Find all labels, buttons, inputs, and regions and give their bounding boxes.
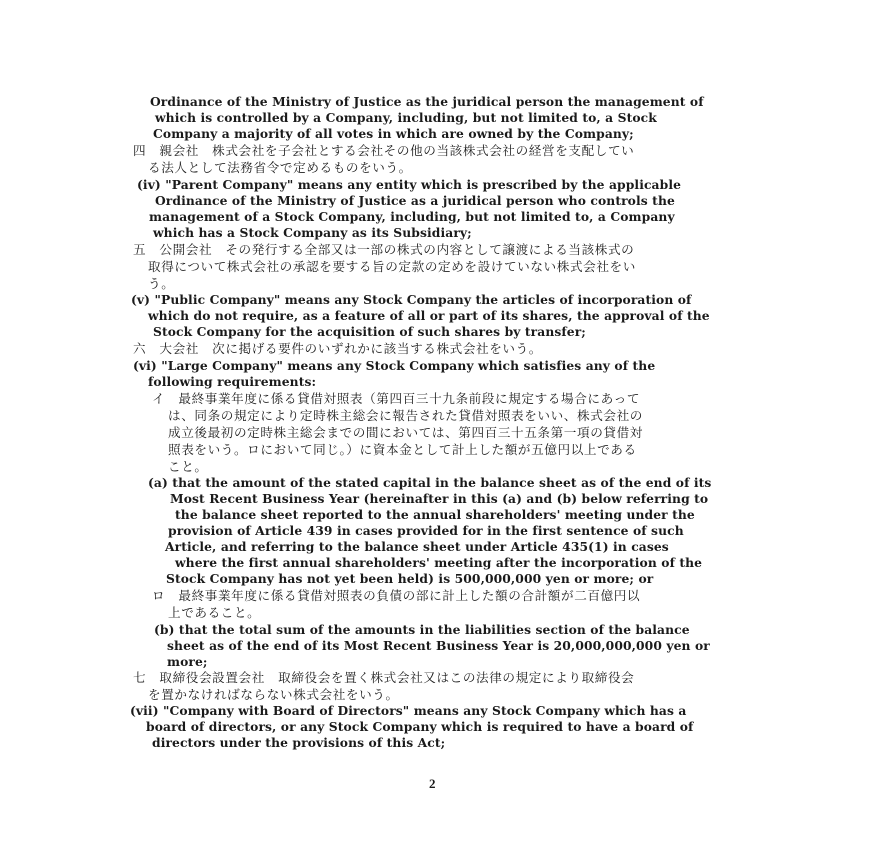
text-line: (iv) "Parent Company" means any entity which is prescribed by the applicable bbox=[137, 177, 682, 192]
text-line: を置かなければならない株式会社をいう。 bbox=[148, 687, 399, 702]
text-line: the balance sheet reported to the annual shareholders' meeting under the bbox=[175, 507, 695, 522]
page-number: 2 bbox=[429, 776, 436, 791]
text-line: provision of Article 439 in cases provided for in the first sentence of such bbox=[168, 523, 684, 538]
text-line: Ordinance of the Ministry of Justice as the juridical person the management of bbox=[150, 94, 704, 109]
text-line: Ordinance of the Ministry of Justice as a juridical person who controls the bbox=[155, 193, 675, 208]
text-line: ロ 最終事業年度に係る貸借対照表の負債の部に計上した額の合計額が二百億円以 bbox=[152, 588, 641, 603]
text-line: (a) that the amount of the stated capital in the balance sheet as of the end of its bbox=[148, 475, 712, 490]
text-line: 五 公開会社 その発行する全部又は一部の株式の内容として譲渡による当該株式の bbox=[133, 242, 635, 257]
text-line: 四 親会社 株式会社を子会社とする会社その他の当該株式会社の経営を支配してい bbox=[133, 143, 635, 158]
text-line: る法人として法務省令で定めるものをいう。 bbox=[148, 160, 412, 175]
text-line: Most Recent Business Year (hereinafter in this (a) and (b) below referring to bbox=[170, 491, 709, 506]
text-line: management of a Stock Company, including, but not limited to, a Company bbox=[149, 209, 675, 224]
text-line: う。 bbox=[148, 276, 175, 291]
text-line: following requirements: bbox=[148, 374, 317, 389]
text-line: こと。 bbox=[168, 459, 208, 474]
text-line: 成立後最初の定時株主総会までの間においては、第四百三十五条第一項の貸借対 bbox=[168, 425, 643, 440]
text-line: 取得について株式会社の承認を要する旨の定款の定めを設けていない株式会社をい bbox=[148, 259, 636, 274]
text-line: 照表をいう。ロにおいて同じ。）に資本金として計上した額が五億円以上である bbox=[168, 442, 637, 457]
text-line: (v) "Public Company" means any Stock Company the articles of incorporation of bbox=[131, 292, 692, 307]
text-line: board of directors, or any Stock Company which is required to have a board of bbox=[146, 719, 694, 734]
text-line: which has a Stock Company as its Subsidiary; bbox=[153, 225, 472, 240]
text-line: Company a majority of all votes in which are owned by the Company; bbox=[153, 126, 634, 141]
text-line: more; bbox=[167, 654, 208, 669]
text-line: which do not require, as a feature of all or part of its shares, the approval of the bbox=[148, 308, 710, 323]
text-line: (b) that the total sum of the amounts in the liabilities section of the balance bbox=[154, 622, 690, 637]
text-line: directors under the provisions of this Act; bbox=[152, 735, 446, 750]
text-line: 上であること。 bbox=[168, 605, 261, 620]
text-line: は、同条の規定により定時株主総会に報告された貸借対照表をいい、株式会社の bbox=[168, 408, 643, 423]
text-line: Stock Company for the acquisition of such shares by transfer; bbox=[153, 324, 586, 339]
text-line: イ 最終事業年度に係る貸借対照表（第四百三十九条前段に規定する場合にあって bbox=[152, 391, 641, 406]
text-line: 七 取締役会設置会社 取締役会を置く株式会社又はこの法律の規定により取締役会 bbox=[133, 670, 635, 685]
text-line: which is controlled by a Company, including, but not limited to, a Stock bbox=[155, 110, 657, 125]
text-line: Stock Company has not yet been held) is 500,000,000 yen or more; or bbox=[166, 571, 654, 586]
text-line: where the first annual shareholders' meeting after the incorporation of the bbox=[175, 555, 703, 570]
text-line: (vii) "Company with Board of Directors" means any Stock Company which has a bbox=[130, 703, 687, 718]
text-line: Article, and referring to the balance sheet under Article 435(1) in cases bbox=[165, 539, 669, 554]
text-line: sheet as of the end of its Most Recent Business Year is 20,000,000,000 yen or bbox=[167, 638, 710, 653]
text-line: 六 大会社 次に掲げる要件のいずれかに該当する株式会社をいう。 bbox=[133, 341, 543, 356]
text-line: (vi) "Large Company" means any Stock Company which satisfies any of the bbox=[133, 358, 656, 373]
